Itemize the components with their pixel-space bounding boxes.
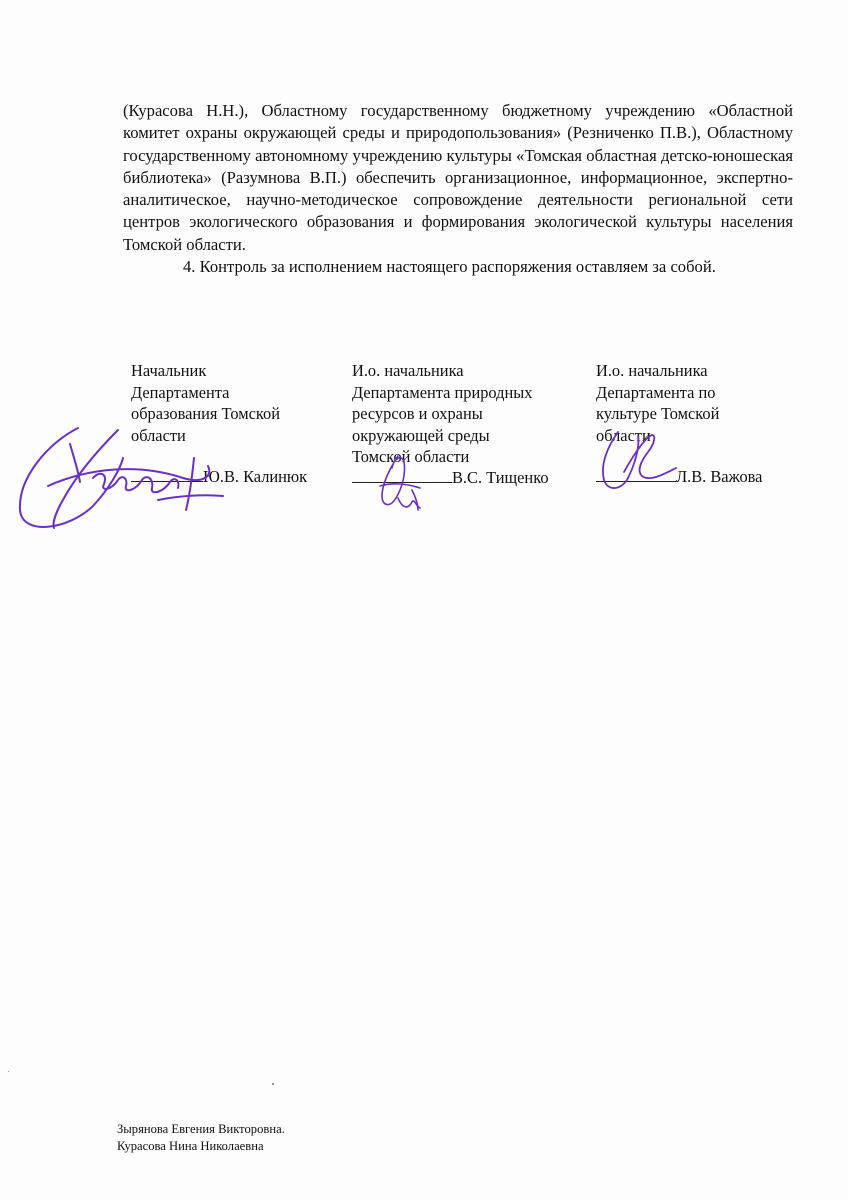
executors-block [117,1121,285,1155]
document-body [123,100,793,278]
executor-name: Зырянова Евгения Викторовна. [117,1122,285,1136]
signature-line [352,467,572,489]
signature-underline [352,468,452,483]
signatory-title: И.о. начальника Департамента по культуре Томской области [596,361,720,445]
signature-line [131,466,321,488]
signatory-name: Ю.В. Калинюк [203,467,308,486]
signatory-title: И.о. начальника Департамента природных ресурсов и охраны окружающей среды Томской области [352,361,533,466]
signature-line [596,466,796,488]
scan-speck [272,1083,274,1085]
signature-underline [596,467,676,482]
item-4-paragraph: 4. Контроль за исполнением настоящего распоряжения оставляем за собой. [183,257,716,277]
signatory-title: Начальник Департамента образования Томской области [131,361,280,445]
signatory-block-natural-resources [352,360,572,488]
signatory-block-culture [596,360,796,488]
signatory-name: Л.В. Важова [676,467,763,486]
body-paragraph: (Курасова Н.Н.), Областному государственному бюджетному учреждению «Областной комитет охраны окружающей среды и природопользования» (Резниченко П.В.), Областному государственному автономному учреждению культуры «Томская областная детско-юношеская библиотека» (Разумнова В.П.) обеспечить организационное, информационное, экспертно-аналитическое, научно-методическое сопровождение деятельности региональной сети центров экологического образования и формирования экологической культуры населения Томской области. [123,101,793,254]
signatory-block-education [131,360,321,488]
signature-underline [131,467,203,482]
signatory-name: В.С. Тищенко [452,467,549,487]
executor-name: Курасова Нина Николаевна [117,1139,264,1153]
scan-speck [8,1071,9,1072]
